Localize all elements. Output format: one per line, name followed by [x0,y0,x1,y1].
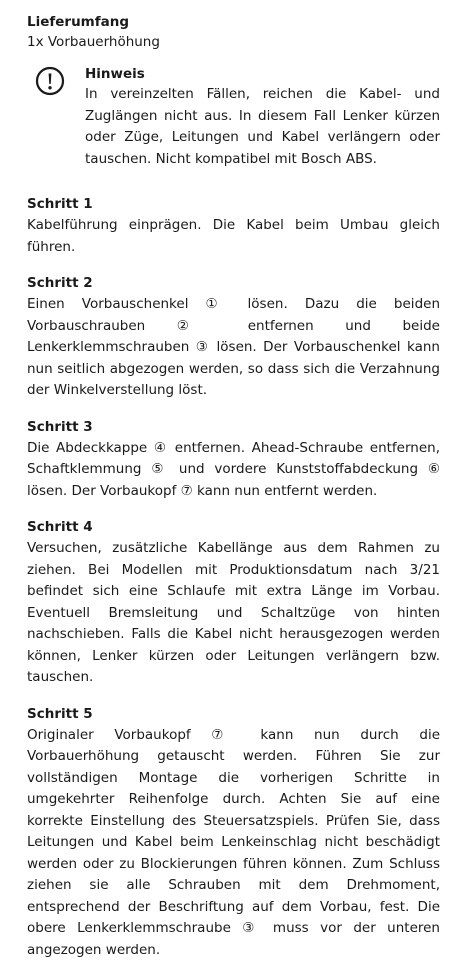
step-text: Die Abdeckkappe ④ entfernen. Ahead-Schraube entfernen, Schaftklemmung ⑤ und vordere Kunststoffabdeckung ⑥ lösen. Der Vorbaukopf ⑦ kann nun entfernt werden. [27,438,440,503]
step-2 [27,273,440,402]
scope-section [27,12,440,52]
step-text: Kabelführung einprägen. Die Kabel beim Umbau gleich führen. [27,215,440,258]
step-title: Schritt 3 [27,417,440,437]
step-4 [27,517,440,689]
step-5 [27,704,440,961]
step-text: Einen Vorbauschenkel ① lösen. Dazu die beiden Vorbauschrauben ② entfernen und beide Lenkerklemmschrauben ③ lösen. Der Vorbauschenkel kann nun seitlich abgezogen werden, so dass sich die Verzahnung der Winkelverstellung löst. [27,294,440,402]
step-title: Schritt 1 [27,194,440,214]
notice-title: Hinweis [85,64,440,84]
step-title: Schritt 4 [27,517,440,537]
step-text: Versuchen, zusätzliche Kabellänge aus dem Rahmen zu ziehen. Bei Modellen mit Produktionsdatum nach 3/21 befindet sich eine Schlaufe mit extra Länge im Vorbau. Eventuell Bremsleitung und Schaltzüge von hinten nachschieben. Falls die Kabel nicht herausgezogen werden können, Lenker kürzen oder Leitungen verlängern bzw. tauschen. [27,538,440,689]
warning-icon [35,66,65,96]
notice-box [27,64,440,170]
scope-item: 1x Vorbauerhöhung [27,32,440,52]
scope-title: Lieferumfang [27,12,440,32]
step-title: Schritt 2 [27,273,440,293]
step-text: Originaler Vorbaukopf ⑦ kann nun durch die Vorbauerhöhung getauscht werden. Führen Sie zur vollständigen Montage die vorherigen Schritte in umgekehrter Reihenfolge durch. Achten Sie auf eine korrekte Einstellung des Steuersatzspiels. Prüfen Sie, dass Leitungen und Kabel beim Lenkeinschlag nicht beschädigt werden oder zu Blockierungen führen können. Zum Schluss ziehen sie alle Schrauben mit dem Drehmoment, entsprechend der Beschriftung auf dem Vorbau, fest. Die obere Lenkerklemmschraube ③ muss vor der unteren angezogen werden. [27,725,440,961]
step-1 [27,194,440,258]
step-3 [27,417,440,503]
notice-text: In vereinzelten Fällen, reichen die Kabel- und Zuglängen nicht aus. In diesem Fall Lenker kürzen oder Züge, Leitungen und Kabel verlängern oder tauschen. Nicht kompatibel mit Bosch ABS. [85,84,440,170]
step-title: Schritt 5 [27,704,440,724]
